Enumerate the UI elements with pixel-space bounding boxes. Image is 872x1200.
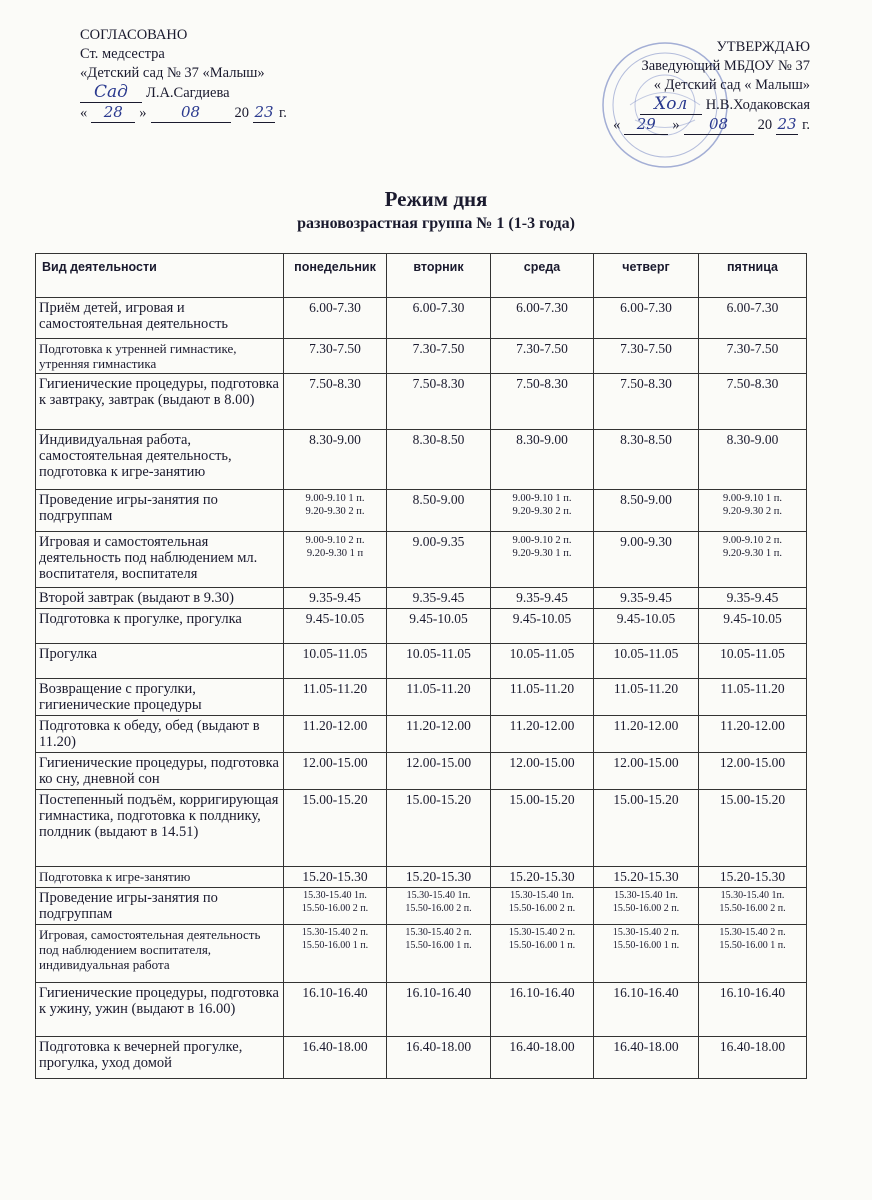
time-line: 9.00-9.10 1 п. [512, 493, 572, 504]
activity-cell: Индивидуальная работа, самостоятельная деятельность, подготовка к игре-занятию [36, 430, 284, 490]
table-row [36, 679, 807, 716]
table-row [36, 983, 807, 1037]
header-wednesday: среда [491, 254, 594, 298]
time-line: 15.30-15.40 2 п. [301, 927, 369, 938]
time-cell-mon: 6.00-7.30 [284, 298, 387, 339]
time-cell-thu: 11.20-12.00 [594, 716, 699, 753]
approval-right-day: 29 [624, 115, 668, 135]
activity-cell: Проведение игры-занятия по подгруппам [36, 888, 284, 925]
time-line: 9.00-9.10 2 п. [512, 535, 572, 546]
table-row [36, 532, 807, 588]
time-cell-tue: 7.30-7.50 [387, 339, 491, 374]
time-cell-tue: 9.00-9.35 [387, 532, 491, 588]
time-line: 9.00-9.10 1 п. [723, 493, 782, 504]
activity-cell: Гигиенические процедуры, подготовка к завтраку, завтрак (выдают в 8.00) [36, 374, 284, 430]
table-row [36, 298, 807, 339]
activity-cell: Игровая, самостоятельная деятельность под наблюдением воспитателя, индивидуальная работа [36, 925, 284, 983]
time-cell-fri [699, 532, 807, 588]
schedule-table [35, 253, 807, 1079]
table-row [36, 374, 807, 430]
time-cell-mon: 10.05-11.05 [284, 644, 387, 679]
activity-cell: Проведение игры-занятия по подгруппам [36, 490, 284, 532]
time-cell-thu: 8.50-9.00 [594, 490, 699, 532]
approval-left-day: 28 [91, 103, 135, 123]
time-cell-tue: 11.05-11.20 [387, 679, 491, 716]
approval-right-org: « Детский сад « Малыш» [653, 77, 810, 93]
time-cell-fri: 9.45-10.05 [699, 609, 807, 644]
time-cell-mon: 11.05-11.20 [284, 679, 387, 716]
table-row [36, 716, 807, 753]
time-cell-thu: 9.00-9.30 [594, 532, 699, 588]
activity-cell: Гигиенические процедуры, подготовка ко сну, дневной сон [36, 753, 284, 790]
time-cell-fri: 9.35-9.45 [699, 588, 807, 609]
time-line: 9.20-9.30 1 п [306, 548, 364, 559]
approval-left-year-prefix: 20 [234, 105, 249, 121]
time-cell-thu: 7.50-8.30 [594, 374, 699, 430]
time-cell-tue: 8.50-9.00 [387, 490, 491, 532]
activity-cell: Подготовка к прогулке, прогулка [36, 609, 284, 644]
time-cell-wed: 16.40-18.00 [491, 1037, 594, 1079]
time-cell-tue: 16.10-16.40 [387, 983, 491, 1037]
approval-right-label: УТВЕРЖДАЮ [716, 39, 810, 55]
time-cell-fri: 12.00-15.00 [699, 753, 807, 790]
activity-cell: Подготовка к обеду, обед (выдают в 11.20) [36, 716, 284, 753]
time-line: 9.00-9.10 2 п. [723, 535, 782, 546]
time-cell-thu: 6.00-7.30 [594, 298, 699, 339]
approval-left-year: 23 [254, 103, 274, 121]
approval-left-signature: Сад [80, 83, 142, 103]
header-activity: Вид деятельности [36, 254, 284, 298]
time-cell-wed [491, 925, 594, 983]
activity-cell: Гигиенические процедуры, подготовка к ужину, ужин (выдают в 16.00) [36, 983, 284, 1037]
time-line: 15.30-15.40 1п. [614, 890, 678, 901]
table-row [36, 790, 807, 867]
time-cell-tue: 10.05-11.05 [387, 644, 491, 679]
time-cell-fri: 11.05-11.20 [699, 679, 807, 716]
time-line: 15.50-16.00 1 п. [405, 939, 472, 951]
time-cell-fri: 7.50-8.30 [699, 374, 807, 430]
time-line: 9.20-9.30 1 п. [723, 548, 782, 559]
header-friday: пятница [699, 254, 807, 298]
time-cell-tue: 6.00-7.30 [387, 298, 491, 339]
time-cell-wed: 12.00-15.00 [491, 753, 594, 790]
time-cell-mon: 7.50-8.30 [284, 374, 387, 430]
time-cell-wed: 16.10-16.40 [491, 983, 594, 1037]
time-cell-fri: 8.30-9.00 [699, 430, 807, 490]
table-row [36, 430, 807, 490]
time-line: 9.00-9.10 2 п. [305, 535, 365, 546]
time-cell-mon: 9.45-10.05 [284, 609, 387, 644]
time-cell-thu: 9.45-10.05 [594, 609, 699, 644]
time-cell-fri: 16.40-18.00 [699, 1037, 807, 1079]
approval-left-name: Л.А.Сагдиева [146, 85, 230, 101]
time-line: 15.30-15.40 1п. [303, 890, 367, 901]
time-cell-thu: 15.00-15.20 [594, 790, 699, 867]
activity-cell: Постепенный подъём, корригирующая гимнастика, подготовка к полднику, полдник (выдают в 14.51) [36, 790, 284, 867]
time-line: 15.30-15.40 2 п. [405, 927, 472, 938]
time-cell-tue: 9.45-10.05 [387, 609, 491, 644]
time-cell-wed: 7.50-8.30 [491, 374, 594, 430]
time-cell-mon: 9.35-9.45 [284, 588, 387, 609]
time-line: 15.50-16.00 2 п. [719, 902, 786, 914]
time-line: 15.50-16.00 1 п. [719, 939, 786, 951]
time-cell-tue: 8.30-8.50 [387, 430, 491, 490]
time-cell-wed: 9.35-9.45 [491, 588, 594, 609]
time-cell-tue [387, 888, 491, 925]
time-cell-mon: 8.30-9.00 [284, 430, 387, 490]
time-line: 15.50-16.00 2 п. [612, 902, 680, 914]
table-row [36, 588, 807, 609]
time-cell-mon: 12.00-15.00 [284, 753, 387, 790]
time-cell-thu: 8.30-8.50 [594, 430, 699, 490]
time-cell-wed: 11.05-11.20 [491, 679, 594, 716]
time-cell-wed: 15.20-15.30 [491, 867, 594, 888]
time-cell-thu: 11.05-11.20 [594, 679, 699, 716]
approval-right-month: 08 [684, 115, 754, 135]
time-cell-wed: 6.00-7.30 [491, 298, 594, 339]
time-cell-thu: 12.00-15.00 [594, 753, 699, 790]
approval-left-signature-line [80, 83, 287, 103]
approval-right-signature: Хол [640, 95, 702, 115]
time-cell-mon [284, 532, 387, 588]
schedule-body [36, 298, 807, 1079]
activity-cell: Возвращение с прогулки, гигиенические процедуры [36, 679, 284, 716]
approval-left-year-suffix: г. [279, 105, 287, 121]
activity-cell: Подготовка к вечерней прогулке, прогулка, уход домой [36, 1037, 284, 1079]
header-monday: понедельник [284, 254, 387, 298]
approval-right-signature-line [613, 95, 810, 115]
activity-cell: Игровая и самостоятельная деятельность под наблюдением мл. воспитателя, воспитателя [36, 532, 284, 588]
time-cell-mon [284, 925, 387, 983]
time-line: 15.50-16.00 1 п. [612, 939, 680, 951]
approval-right-quote-close: » [672, 117, 680, 133]
time-line: 15.30-15.40 1п. [510, 890, 574, 901]
time-cell-fri: 10.05-11.05 [699, 644, 807, 679]
time-cell-fri: 15.00-15.20 [699, 790, 807, 867]
approval-right-year-prefix: 20 [757, 117, 773, 133]
header-thursday: четверг [594, 254, 699, 298]
time-line: 9.20-9.30 2 п. [512, 506, 572, 517]
time-cell-thu: 16.10-16.40 [594, 983, 699, 1037]
time-cell-wed [491, 532, 594, 588]
approval-left-date [80, 103, 287, 123]
activity-cell: Подготовка к утренней гимнастике, утренняя гимнастика [36, 339, 284, 374]
activity-cell: Приём детей, игровая и самостоятельная деятельность [36, 298, 284, 339]
time-cell-wed: 11.20-12.00 [491, 716, 594, 753]
approval-right-year: 23 [777, 115, 797, 133]
time-line: 15.30-15.40 2 п. [719, 927, 786, 938]
time-line: 9.20-9.30 1 п. [512, 548, 572, 559]
time-cell-wed: 9.45-10.05 [491, 609, 594, 644]
time-cell-fri: 6.00-7.30 [699, 298, 807, 339]
approval-left-label: СОГЛАСОВАНО [80, 27, 188, 43]
time-cell-mon: 11.20-12.00 [284, 716, 387, 753]
time-cell-wed: 7.30-7.50 [491, 339, 594, 374]
table-row [36, 1037, 807, 1079]
activity-cell: Подготовка к игре-занятию [36, 867, 284, 888]
time-cell-thu: 10.05-11.05 [594, 644, 699, 679]
approval-right-date [613, 115, 810, 135]
time-cell-tue: 16.40-18.00 [387, 1037, 491, 1079]
time-cell-tue [387, 925, 491, 983]
time-cell-wed: 8.30-9.00 [491, 430, 594, 490]
time-cell-tue: 12.00-15.00 [387, 753, 491, 790]
table-row [36, 753, 807, 790]
table-row [36, 339, 807, 374]
time-cell-fri [699, 925, 807, 983]
time-line: 15.30-15.40 2 п. [508, 927, 576, 938]
approval-left-quote-close: » [139, 105, 147, 121]
time-cell-mon: 16.10-16.40 [284, 983, 387, 1037]
page-title: Режим дня [384, 187, 488, 211]
approval-left-org: «Детский сад № 37 «Малыш» [80, 65, 265, 81]
approval-right-name: Н.В.Ходаковская [705, 97, 810, 113]
time-cell-thu: 9.35-9.45 [594, 588, 699, 609]
time-line: 9.00-9.10 1 п. [305, 493, 365, 504]
table-header-row [36, 254, 807, 298]
table-row [36, 490, 807, 532]
time-cell-fri [699, 888, 807, 925]
time-cell-tue: 9.35-9.45 [387, 588, 491, 609]
time-cell-wed [491, 490, 594, 532]
header-tuesday: вторник [387, 254, 491, 298]
approval-right-quote-open: « [613, 117, 621, 133]
time-cell-thu: 15.20-15.30 [594, 867, 699, 888]
activity-cell: Второй завтрак (выдают в 9.30) [36, 588, 284, 609]
approval-right-year-suffix: г. [802, 117, 810, 133]
time-cell-mon: 7.30-7.50 [284, 339, 387, 374]
time-line: 15.50-16.00 2 п. [405, 902, 472, 914]
approval-right-position: Заведующий МБДОУ № 37 [641, 58, 810, 74]
table-row [36, 867, 807, 888]
time-cell-tue: 11.20-12.00 [387, 716, 491, 753]
time-cell-fri: 7.30-7.50 [699, 339, 807, 374]
time-line: 9.20-9.30 2 п. [723, 506, 782, 517]
time-line: 15.50-16.00 2 п. [508, 902, 576, 914]
time-cell-mon: 15.00-15.20 [284, 790, 387, 867]
approval-left-month: 08 [151, 103, 231, 123]
approval-left-position: Ст. медсестра [80, 46, 165, 62]
table-row [36, 888, 807, 925]
time-cell-thu [594, 925, 699, 983]
table-row [36, 644, 807, 679]
time-cell-mon: 16.40-18.00 [284, 1037, 387, 1079]
time-cell-wed [491, 888, 594, 925]
time-line: 15.50-16.00 2 п. [301, 902, 369, 914]
time-cell-wed: 10.05-11.05 [491, 644, 594, 679]
time-cell-mon: 15.20-15.30 [284, 867, 387, 888]
time-cell-fri: 11.20-12.00 [699, 716, 807, 753]
time-line: 15.30-15.40 1п. [720, 890, 785, 901]
time-cell-thu: 16.40-18.00 [594, 1037, 699, 1079]
time-line: 9.20-9.30 2 п. [305, 506, 365, 517]
time-cell-mon [284, 490, 387, 532]
time-cell-fri [699, 490, 807, 532]
time-cell-thu [594, 888, 699, 925]
time-cell-tue: 7.50-8.30 [387, 374, 491, 430]
time-cell-fri: 16.10-16.40 [699, 983, 807, 1037]
time-cell-thu: 7.30-7.50 [594, 339, 699, 374]
approval-left-quote-open: « [80, 105, 88, 121]
time-cell-tue: 15.20-15.30 [387, 867, 491, 888]
page-subtitle: разновозрастная группа № 1 (1-3 года) [297, 215, 575, 232]
table-row [36, 609, 807, 644]
time-cell-fri: 15.20-15.30 [699, 867, 807, 888]
approval-left-block [80, 26, 287, 123]
approval-right-block [613, 38, 810, 135]
time-line: 15.30-15.40 1п. [406, 890, 471, 901]
activity-cell: Прогулка [36, 644, 284, 679]
time-cell-mon [284, 888, 387, 925]
time-line: 15.50-16.00 1 п. [301, 939, 369, 951]
time-line: 15.50-16.00 1 п. [508, 939, 576, 951]
time-cell-wed: 15.00-15.20 [491, 790, 594, 867]
time-cell-tue: 15.00-15.20 [387, 790, 491, 867]
table-row [36, 925, 807, 983]
time-line: 15.30-15.40 2 п. [612, 927, 680, 938]
